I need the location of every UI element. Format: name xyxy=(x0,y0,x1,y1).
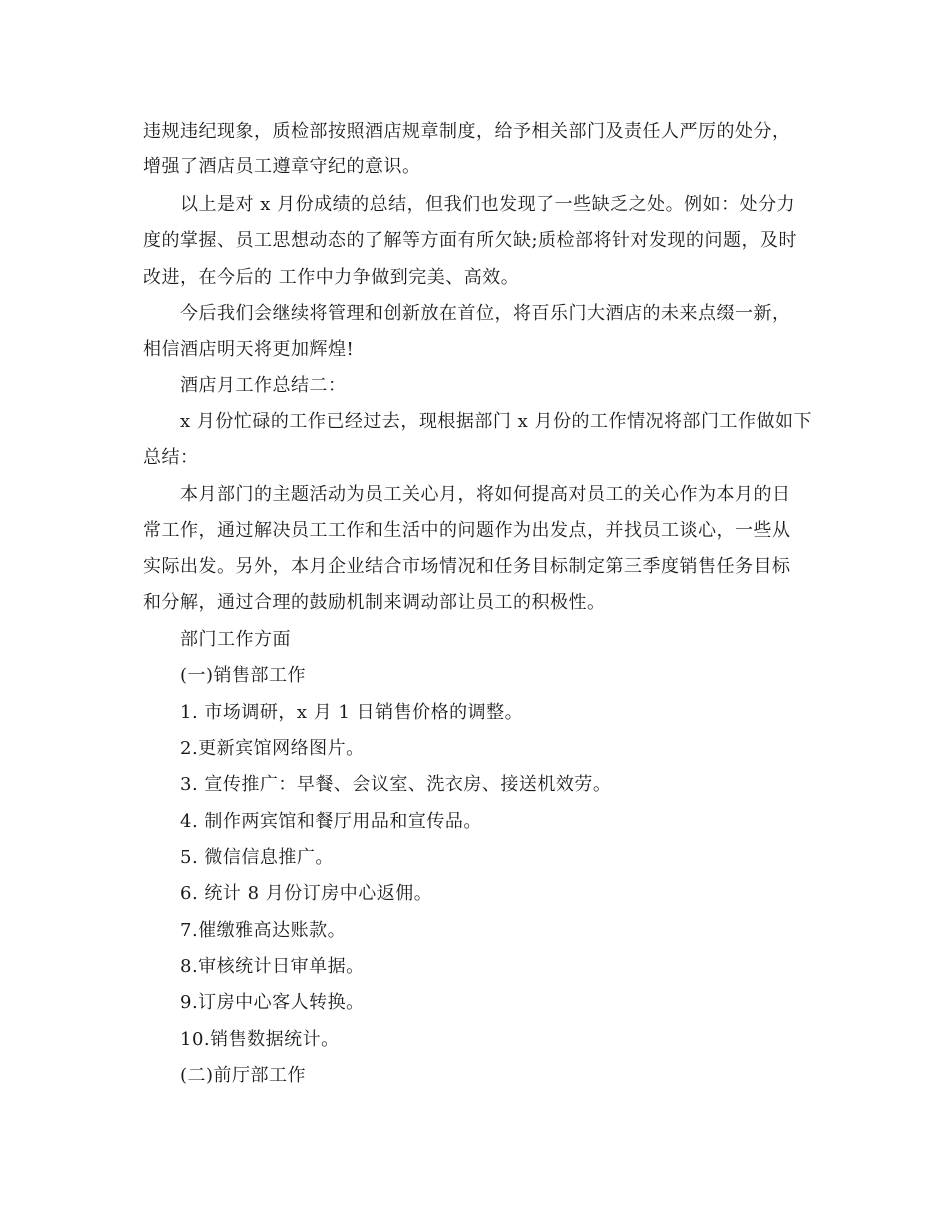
list-item: 3. 宣传推广：早餐、会议室、洗衣房、接送机效劳。 xyxy=(180,774,612,795)
paragraph-line: 度的掌握、员工思想动态的了解等方面有所欠缺;质检部将针对发现的问题，及时 xyxy=(143,230,798,251)
list-item: 6. 统计 8 月份订房中心返佣。 xyxy=(180,883,433,904)
list-item: 4. 制作两宾馆和餐厅用品和宣传品。 xyxy=(180,811,482,832)
subsection-heading: 部门工作方面 xyxy=(180,629,291,650)
paragraph-line: 改进，在今后的 工作中力争做到完美、高效。 xyxy=(143,267,520,288)
subsection-heading: (一)销售部工作 xyxy=(180,665,307,686)
section-heading: 酒店月工作总结二： xyxy=(180,375,347,396)
paragraph-line: 本月部门的主题活动为员工关心月，将如何提高对员工的关心作为本月的日 xyxy=(180,484,791,505)
list-item: 10.销售数据统计。 xyxy=(180,1029,340,1050)
subsection-heading: (二)前厅部工作 xyxy=(180,1065,307,1086)
paragraph-line: 和分解，通过合理的鼓励机制来调动部让员工的积极性。 xyxy=(143,592,606,613)
paragraph-line: 常工作，通过解决员工工作和生活中的问题作为出发点，并找员工谈心，一些从 xyxy=(143,520,791,541)
paragraph-line: 以上是对 x 月份成绩的总结，但我们也发现了一些缺乏之处。例如：处分力 xyxy=(180,194,796,215)
paragraph-line: 增强了酒店员工遵章守纪的意识。 xyxy=(143,156,421,177)
list-item: 8.审核统计日审单据。 xyxy=(180,956,365,977)
list-item: 5. 微信信息推广。 xyxy=(180,847,334,868)
paragraph-line: x 月份忙碌的工作已经过去，现根据部门 x 月份的工作情况将部门工作做如下 xyxy=(180,411,812,432)
paragraph-line: 实际出发。另外，本月企业结合市场情况和任务目标制定第三季度销售任务目标 xyxy=(143,556,791,577)
paragraph-line: 相信酒店明天将更加辉煌! xyxy=(143,339,355,360)
list-item: 1. 市场调研，x 月 1 日销售价格的调整。 xyxy=(180,702,524,723)
paragraph-line: 总结： xyxy=(143,447,199,468)
paragraph-line: 今后我们会继续将管理和创新放在首位，将百乐门大酒店的未来点缀一新， xyxy=(180,303,791,324)
list-item: 2.更新宾馆网络图片。 xyxy=(180,738,365,759)
list-item: 7.催缴雅高达账款。 xyxy=(180,920,347,941)
list-item: 9.订房中心客人转换。 xyxy=(180,992,365,1013)
paragraph-line: 违规违纪现象，质检部按照酒店规章制度，给予相关部门及责任人严厉的处分， xyxy=(143,121,791,142)
